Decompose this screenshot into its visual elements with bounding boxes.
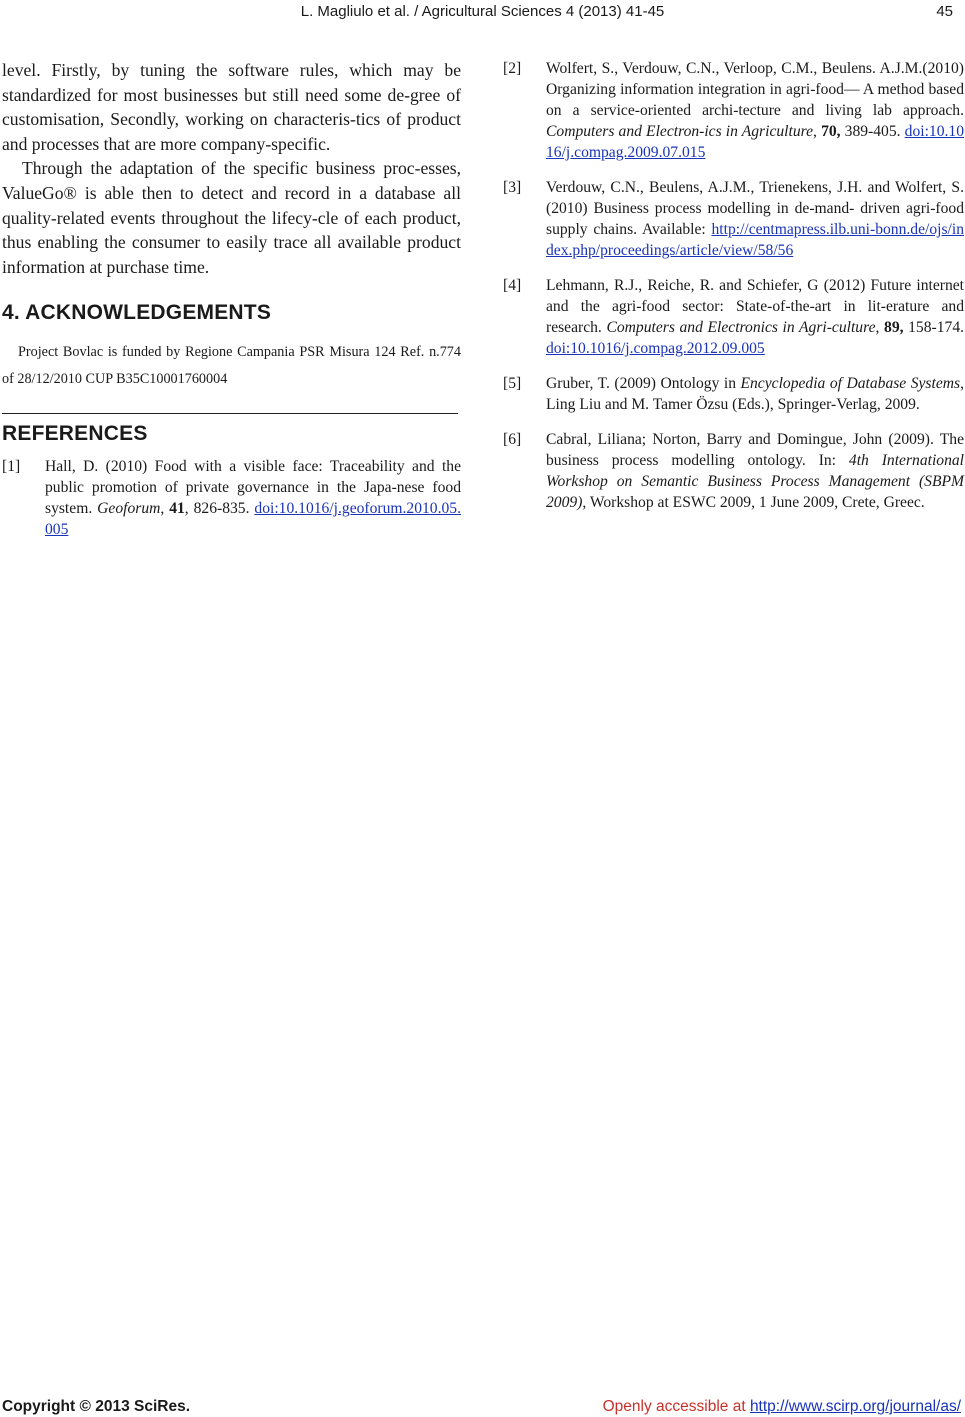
reference-source: Computers and Electronics in Agri-culture bbox=[606, 319, 876, 336]
reference-details: , Ling Liu and M. Tamer Özsu (Eds.), Springer-Verlag, 2009. bbox=[546, 375, 964, 413]
reference-source: Encyclopedia of Database Systems bbox=[740, 375, 961, 392]
reference-separator: , bbox=[160, 500, 170, 518]
page-number: 45 bbox=[936, 3, 953, 20]
open-access-text: Openly accessible at bbox=[602, 1398, 750, 1415]
reference-text bbox=[546, 429, 964, 513]
reference-item bbox=[503, 177, 964, 261]
body-paragraph: level. Firstly, by tuning the software rules, which may be standardized for most businesses but still need some de-gree of customisation, Secondly, working on characteris-tics of product and processes that are more company-specific. bbox=[2, 60, 461, 154]
reference-separator: , bbox=[875, 319, 885, 336]
reference-link[interactable]: doi:10.1016/j.compag.2012.09.005 bbox=[546, 340, 765, 357]
reference-text bbox=[546, 58, 964, 163]
reference-number: [5] bbox=[503, 375, 522, 392]
reference-details: , 826-835. bbox=[184, 500, 255, 518]
journal-link[interactable]: http://www.scirp.org/journal/as/ bbox=[749, 1398, 961, 1415]
reference-source: 4th International Workshop on Semantic Business Process Management (SBPM 2009) bbox=[546, 452, 965, 511]
reference-authors-title: Wolfert, S., Verdouw, C.N., Verloop, C.M., Beulens. A.J.M.(2010) Organizing information integration in agri-food— A method based on a service-oriented archi-tecture and living lab approach. bbox=[546, 60, 964, 119]
reference-source: Computers and Electron-ics in Agriculture bbox=[546, 123, 814, 140]
reference-number: [4] bbox=[503, 277, 522, 294]
body-paragraph: Through the adaptation of the specific business proc-esses, ValueGo® is able then to detect and record in a database all quality-related events throughout the lifecy-cle of each product, thus enabling the consumer to easily trace all available product information at purchase time. bbox=[2, 158, 461, 277]
reference-text bbox=[546, 373, 964, 415]
right-column bbox=[503, 58, 964, 527]
running-header bbox=[0, 0, 965, 26]
reference-details: 389-405. bbox=[840, 123, 905, 140]
acknowledgements-heading: 4. ACKNOWLEDGEMENTS bbox=[2, 301, 272, 325]
reference-authors-title: Hall, D. (2010) Food with a visible face: Traceability and the public promotion of private governance in the Japa-nese food system. bbox=[45, 458, 461, 518]
reference-list-left bbox=[2, 456, 461, 540]
reference-authors-title: Gruber, T. (2009) Ontology in bbox=[546, 375, 741, 392]
copyright-notice: Copyright © 2013 SciRes. bbox=[2, 1398, 191, 1415]
reference-link[interactable]: http://centmapress.ilb.uni-bonn.de/ojs/index.php/proceedings/article/view/58/56 bbox=[546, 221, 964, 259]
section-divider bbox=[2, 413, 458, 414]
reference-authors-title: Cabral, Liliana; Norton, Barry and Domingue, John (2009). The business process modelling ontology. In: bbox=[546, 431, 964, 469]
reference-authors-title: Verdouw, C.N., Beulens, A.J.M., Trienekens, J.H. and Wolfert, S. (2010) Business process modelling in de-mand- driven agri-food supply chains. Available: bbox=[546, 179, 964, 238]
reference-details: 158-174. bbox=[903, 319, 965, 336]
reference-authors-title: Lehmann, R.J., Reiche, R. and Schiefer, G (2012) Future internet and the agri-food sector: State-of-the-art in lit-erature and research. bbox=[546, 277, 964, 336]
reference-item bbox=[503, 275, 964, 359]
reference-item bbox=[2, 456, 461, 540]
reference-text bbox=[546, 177, 964, 261]
reference-list-right bbox=[503, 58, 964, 513]
reference-volume: 41 bbox=[169, 500, 185, 518]
references-heading: REFERENCES bbox=[2, 422, 148, 446]
reference-text bbox=[45, 456, 461, 540]
reference-separator: , bbox=[813, 123, 822, 140]
reference-item bbox=[503, 373, 964, 415]
acknowledgements-text: Project Bovlac is funded by Regione Campania PSR Misura 124 Ref. n.774 of 28/12/2010 CUP B35C10001760004 bbox=[2, 344, 461, 388]
reference-link[interactable]: doi:10.1016/j.geoforum.2010.05.005 bbox=[45, 500, 461, 539]
reference-text bbox=[546, 275, 964, 359]
reference-number: [3] bbox=[503, 179, 522, 196]
reference-volume: 70, bbox=[821, 123, 841, 140]
reference-number: [6] bbox=[503, 431, 522, 448]
reference-number: [1] bbox=[2, 458, 21, 476]
open-access-notice bbox=[603, 1398, 961, 1416]
left-column bbox=[2, 58, 461, 554]
reference-volume: 89, bbox=[884, 319, 904, 336]
reference-details: , Workshop at ESWC 2009, 1 June 2009, Crete, Greec. bbox=[582, 494, 925, 511]
reference-item bbox=[503, 429, 964, 513]
reference-link[interactable]: doi:10.1016/j.compag.2009.07.015 bbox=[546, 123, 965, 161]
reference-source: Geoforum bbox=[97, 500, 161, 518]
running-title: L. Magliulo et al. / Agricultural Sciences 4 (2013) 41-45 bbox=[300, 3, 665, 20]
reference-number: [2] bbox=[503, 60, 522, 77]
reference-item bbox=[503, 58, 964, 163]
page-footer bbox=[0, 1392, 965, 1416]
